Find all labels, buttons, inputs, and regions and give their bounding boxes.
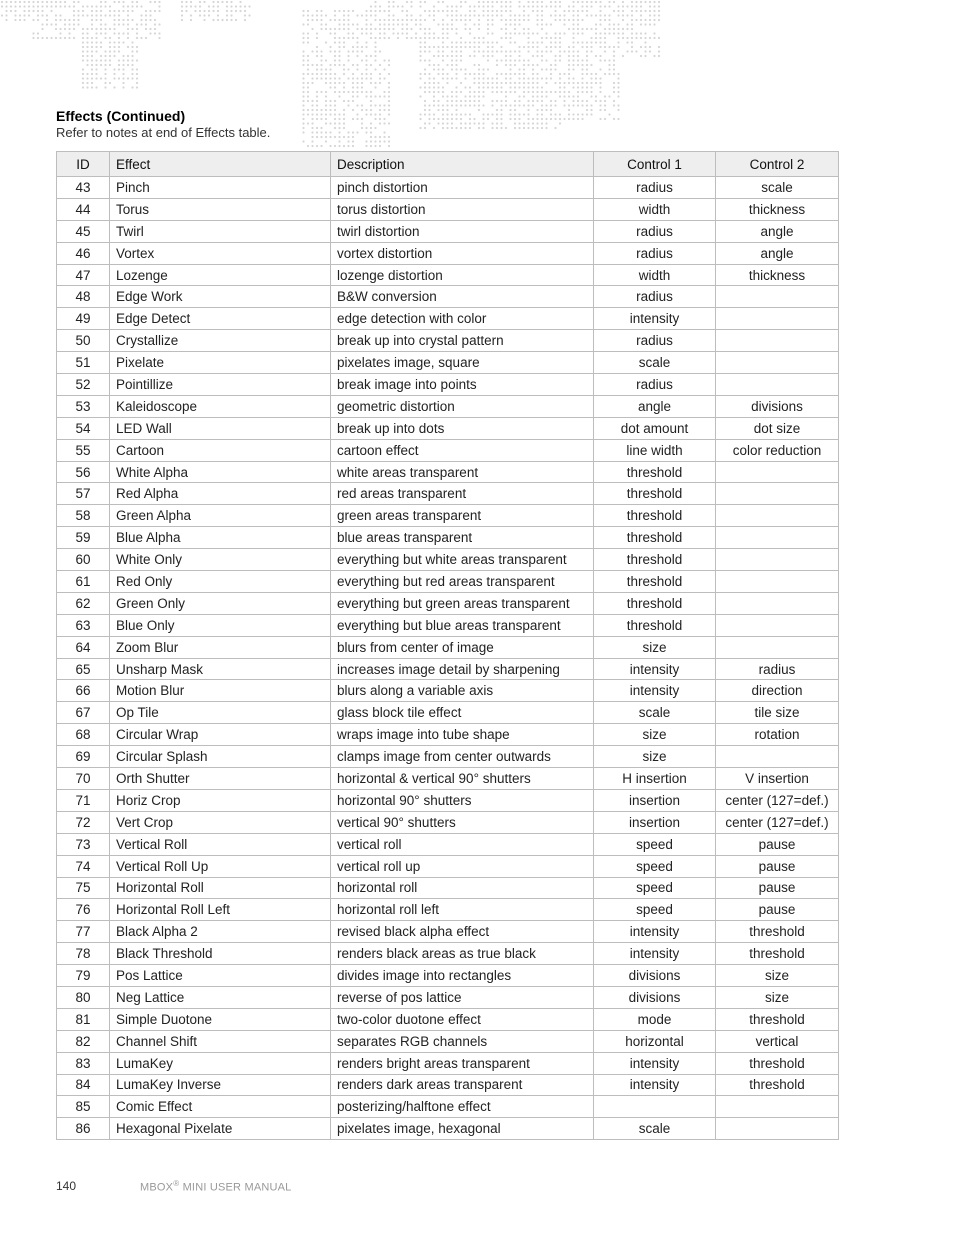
cell-effect: Channel Shift	[110, 1030, 331, 1052]
cell-id: 75	[57, 877, 110, 899]
cell-control-1: threshold	[594, 571, 716, 593]
cell-id: 44	[57, 198, 110, 220]
cell-description: divides image into rectangles	[331, 965, 594, 987]
cell-id: 68	[57, 724, 110, 746]
cell-description: everything but green areas transparent	[331, 592, 594, 614]
table-row	[57, 702, 839, 724]
cell-control-1: radius	[594, 242, 716, 264]
cell-id: 50	[57, 330, 110, 352]
table-row	[57, 811, 839, 833]
cell-control-2	[716, 636, 839, 658]
cell-control-2: threshold	[716, 1008, 839, 1030]
cell-description: blurs along a variable axis	[331, 680, 594, 702]
cell-id: 61	[57, 571, 110, 593]
cell-id: 69	[57, 746, 110, 768]
cell-control-1: speed	[594, 877, 716, 899]
cell-control-1: dot amount	[594, 417, 716, 439]
cell-control-1: threshold	[594, 614, 716, 636]
cell-description: everything but blue areas transparent	[331, 614, 594, 636]
cell-effect: Circular Wrap	[110, 724, 331, 746]
cell-id: 79	[57, 965, 110, 987]
cell-effect: Horizontal Roll	[110, 877, 331, 899]
cell-effect: Horiz Crop	[110, 789, 331, 811]
cell-description: clamps image from center outwards	[331, 746, 594, 768]
cell-effect: Green Only	[110, 592, 331, 614]
cell-control-1: scale	[594, 702, 716, 724]
cell-id: 86	[57, 1118, 110, 1140]
cell-id: 84	[57, 1074, 110, 1096]
cell-description: blurs from center of image	[331, 636, 594, 658]
cell-control-2	[716, 1118, 839, 1140]
cell-id: 82	[57, 1030, 110, 1052]
cell-control-2: pause	[716, 833, 839, 855]
cell-control-2: dot size	[716, 417, 839, 439]
cell-id: 66	[57, 680, 110, 702]
cell-control-2	[716, 352, 839, 374]
table-row	[57, 220, 839, 242]
cell-control-1: divisions	[594, 965, 716, 987]
table-row	[57, 1118, 839, 1140]
cell-id: 83	[57, 1052, 110, 1074]
cell-description: horizontal roll left	[331, 899, 594, 921]
cell-id: 76	[57, 899, 110, 921]
cell-control-2	[716, 308, 839, 330]
cell-effect: Zoom Blur	[110, 636, 331, 658]
table-row	[57, 724, 839, 746]
cell-description: blue areas transparent	[331, 527, 594, 549]
cell-description: vertical roll	[331, 833, 594, 855]
cell-effect: Neg Lattice	[110, 986, 331, 1008]
cell-effect: Pos Lattice	[110, 965, 331, 987]
cell-control-1: size	[594, 746, 716, 768]
table-row	[57, 417, 839, 439]
cell-description: glass block tile effect	[331, 702, 594, 724]
cell-effect: Cartoon	[110, 439, 331, 461]
cell-control-1: intensity	[594, 658, 716, 680]
table-row	[57, 1030, 839, 1052]
effects-section	[56, 107, 838, 1140]
cell-effect: Red Only	[110, 571, 331, 593]
table-row	[57, 286, 839, 308]
cell-id: 60	[57, 549, 110, 571]
cell-description: increases image detail by sharpening	[331, 658, 594, 680]
cell-description: horizontal roll	[331, 877, 594, 899]
cell-control-1: intensity	[594, 1052, 716, 1074]
cell-control-2: size	[716, 965, 839, 987]
table-row	[57, 308, 839, 330]
cell-id: 45	[57, 220, 110, 242]
cell-effect: Pointillize	[110, 374, 331, 396]
cell-description: two-color duotone effect	[331, 1008, 594, 1030]
cell-control-2	[716, 483, 839, 505]
cell-description: pixelates image, square	[331, 352, 594, 374]
cell-control-2: angle	[716, 242, 839, 264]
cell-description: revised black alpha effect	[331, 921, 594, 943]
cell-effect: Orth Shutter	[110, 768, 331, 790]
table-row	[57, 177, 839, 199]
cell-id: 78	[57, 943, 110, 965]
cell-effect: Pixelate	[110, 352, 331, 374]
cell-control-2: pause	[716, 899, 839, 921]
cell-effect: Vert Crop	[110, 811, 331, 833]
cell-description: horizontal & vertical 90° shutters	[331, 768, 594, 790]
cell-control-1: scale	[594, 1118, 716, 1140]
cell-control-2: angle	[716, 220, 839, 242]
cell-id: 64	[57, 636, 110, 658]
cell-description: renders black areas as true black	[331, 943, 594, 965]
table-row	[57, 768, 839, 790]
cell-control-2: size	[716, 986, 839, 1008]
cell-control-1: radius	[594, 177, 716, 199]
table-row	[57, 592, 839, 614]
cell-effect: LumaKey Inverse	[110, 1074, 331, 1096]
cell-description: everything but white areas transparent	[331, 549, 594, 571]
cell-id: 80	[57, 986, 110, 1008]
cell-id: 71	[57, 789, 110, 811]
cell-id: 55	[57, 439, 110, 461]
table-row	[57, 746, 839, 768]
cell-control-2: threshold	[716, 943, 839, 965]
cell-effect: Black Alpha 2	[110, 921, 331, 943]
cell-description: B&W conversion	[331, 286, 594, 308]
page-footer	[56, 1179, 292, 1194]
cell-control-1: width	[594, 198, 716, 220]
cell-control-2	[716, 527, 839, 549]
cell-description: edge detection with color	[331, 308, 594, 330]
manual-brand: MBOX	[140, 1181, 174, 1194]
manual-name: MINI USER MANUAL	[179, 1181, 292, 1194]
registered-mark: ®	[173, 1179, 180, 1188]
cell-control-2	[716, 614, 839, 636]
cell-control-2	[716, 592, 839, 614]
cell-description: white areas transparent	[331, 461, 594, 483]
cell-description: vertical roll up	[331, 855, 594, 877]
cell-effect: White Only	[110, 549, 331, 571]
cell-description: green areas transparent	[331, 505, 594, 527]
cell-id: 59	[57, 527, 110, 549]
cell-id: 73	[57, 833, 110, 855]
cell-control-2: vertical	[716, 1030, 839, 1052]
header-id: ID	[57, 152, 110, 177]
cell-description: reverse of pos lattice	[331, 986, 594, 1008]
cell-effect: White Alpha	[110, 461, 331, 483]
table-row	[57, 943, 839, 965]
cell-effect: Black Threshold	[110, 943, 331, 965]
cell-control-1: threshold	[594, 549, 716, 571]
header-description: Description	[331, 152, 594, 177]
cell-effect: Blue Only	[110, 614, 331, 636]
cell-id: 67	[57, 702, 110, 724]
cell-id: 56	[57, 461, 110, 483]
cell-description: torus distortion	[331, 198, 594, 220]
cell-control-2: pause	[716, 855, 839, 877]
cell-effect: Vertical Roll	[110, 833, 331, 855]
cell-control-1: threshold	[594, 505, 716, 527]
cell-control-2: threshold	[716, 1052, 839, 1074]
cell-control-1: threshold	[594, 592, 716, 614]
cell-id: 46	[57, 242, 110, 264]
cell-control-1: insertion	[594, 789, 716, 811]
cell-description: wraps image into tube shape	[331, 724, 594, 746]
cell-control-1: intensity	[594, 680, 716, 702]
cell-control-1: speed	[594, 833, 716, 855]
table-row	[57, 264, 839, 286]
cell-effect: Twirl	[110, 220, 331, 242]
table-row	[57, 395, 839, 417]
cell-description: vertical 90° shutters	[331, 811, 594, 833]
table-header-row	[57, 152, 839, 177]
cell-description: horizontal 90° shutters	[331, 789, 594, 811]
cell-effect: Op Tile	[110, 702, 331, 724]
table-row	[57, 330, 839, 352]
cell-description: separates RGB channels	[331, 1030, 594, 1052]
cell-effect: Pinch	[110, 177, 331, 199]
cell-control-2: V insertion	[716, 768, 839, 790]
table-row	[57, 833, 839, 855]
cell-control-1: threshold	[594, 461, 716, 483]
cell-effect: Red Alpha	[110, 483, 331, 505]
table-row	[57, 1008, 839, 1030]
cell-id: 53	[57, 395, 110, 417]
table-row	[57, 658, 839, 680]
table-row	[57, 636, 839, 658]
cell-control-2	[716, 746, 839, 768]
cell-control-1: divisions	[594, 986, 716, 1008]
table-row	[57, 439, 839, 461]
cell-id: 77	[57, 921, 110, 943]
cell-effect: Simple Duotone	[110, 1008, 331, 1030]
cell-effect: Hexagonal Pixelate	[110, 1118, 331, 1140]
page-number: 140	[56, 1179, 77, 1193]
cell-control-1: width	[594, 264, 716, 286]
cell-description: pixelates image, hexagonal	[331, 1118, 594, 1140]
cell-id: 47	[57, 264, 110, 286]
table-row	[57, 855, 839, 877]
cell-control-2: center (127=def.)	[716, 811, 839, 833]
cell-id: 72	[57, 811, 110, 833]
cell-control-2: thickness	[716, 198, 839, 220]
manual-title	[140, 1179, 292, 1194]
cell-effect: Torus	[110, 198, 331, 220]
section-title: Effects (Continued)	[56, 108, 186, 124]
cell-control-1: radius	[594, 330, 716, 352]
table-row	[57, 505, 839, 527]
cell-control-1: speed	[594, 855, 716, 877]
cell-effect: Motion Blur	[110, 680, 331, 702]
cell-effect: LED Wall	[110, 417, 331, 439]
cell-control-2: thickness	[716, 264, 839, 286]
cell-effect: Circular Splash	[110, 746, 331, 768]
cell-control-2: color reduction	[716, 439, 839, 461]
table-row	[57, 352, 839, 374]
cell-description: renders dark areas transparent	[331, 1074, 594, 1096]
cell-description: twirl distortion	[331, 220, 594, 242]
cell-control-2	[716, 549, 839, 571]
cell-control-2: rotation	[716, 724, 839, 746]
cell-id: 81	[57, 1008, 110, 1030]
cell-control-1: radius	[594, 286, 716, 308]
cell-id: 74	[57, 855, 110, 877]
table-row	[57, 483, 839, 505]
cell-control-1: H insertion	[594, 768, 716, 790]
cell-description: break image into points	[331, 374, 594, 396]
table-row	[57, 921, 839, 943]
cell-id: 54	[57, 417, 110, 439]
table-row	[57, 549, 839, 571]
table-row	[57, 877, 839, 899]
table-row	[57, 571, 839, 593]
cell-control-1: intensity	[594, 1074, 716, 1096]
table-row	[57, 986, 839, 1008]
cell-control-1: threshold	[594, 483, 716, 505]
table-row	[57, 965, 839, 987]
cell-id: 62	[57, 592, 110, 614]
cell-description: pinch distortion	[331, 177, 594, 199]
cell-control-1: mode	[594, 1008, 716, 1030]
cell-description: everything but red areas transparent	[331, 571, 594, 593]
cell-control-1: intensity	[594, 943, 716, 965]
cell-control-2: radius	[716, 658, 839, 680]
cell-control-2	[716, 505, 839, 527]
cell-control-2	[716, 571, 839, 593]
cell-effect: Vertical Roll Up	[110, 855, 331, 877]
effects-table	[56, 151, 839, 1140]
cell-control-1: insertion	[594, 811, 716, 833]
cell-control-2: pause	[716, 877, 839, 899]
cell-effect: Edge Work	[110, 286, 331, 308]
table-row	[57, 198, 839, 220]
cell-effect: Comic Effect	[110, 1096, 331, 1118]
cell-description: cartoon effect	[331, 439, 594, 461]
cell-control-1: intensity	[594, 308, 716, 330]
cell-id: 58	[57, 505, 110, 527]
cell-id: 48	[57, 286, 110, 308]
cell-control-2	[716, 330, 839, 352]
cell-control-2: center (127=def.)	[716, 789, 839, 811]
table-row	[57, 242, 839, 264]
table-row	[57, 1052, 839, 1074]
cell-description: lozenge distortion	[331, 264, 594, 286]
cell-description: vortex distortion	[331, 242, 594, 264]
cell-id: 51	[57, 352, 110, 374]
cell-control-2: divisions	[716, 395, 839, 417]
table-row	[57, 1074, 839, 1096]
cell-control-2	[716, 374, 839, 396]
cell-control-2: threshold	[716, 1074, 839, 1096]
cell-description: geometric distortion	[331, 395, 594, 417]
section-subtitle: Refer to notes at end of Effects table.	[56, 125, 271, 140]
cell-control-1: size	[594, 724, 716, 746]
cell-id: 52	[57, 374, 110, 396]
cell-id: 57	[57, 483, 110, 505]
cell-effect: Lozenge	[110, 264, 331, 286]
header-effect: Effect	[110, 152, 331, 177]
cell-control-1: radius	[594, 374, 716, 396]
table-row	[57, 614, 839, 636]
cell-control-2	[716, 286, 839, 308]
cell-control-1: threshold	[594, 527, 716, 549]
cell-effect: LumaKey	[110, 1052, 331, 1074]
table-row	[57, 374, 839, 396]
cell-effect: Edge Detect	[110, 308, 331, 330]
cell-control-1: speed	[594, 899, 716, 921]
cell-id: 43	[57, 177, 110, 199]
cell-control-1: horizontal	[594, 1030, 716, 1052]
table-row	[57, 680, 839, 702]
cell-effect: Kaleidoscope	[110, 395, 331, 417]
cell-description: posterizing/halftone effect	[331, 1096, 594, 1118]
table-row	[57, 461, 839, 483]
cell-id: 49	[57, 308, 110, 330]
cell-description: break up into crystal pattern	[331, 330, 594, 352]
cell-id: 65	[57, 658, 110, 680]
cell-id: 85	[57, 1096, 110, 1118]
table-row	[57, 789, 839, 811]
table-row	[57, 527, 839, 549]
header-control-2: Control 2	[716, 152, 839, 177]
cell-control-2: threshold	[716, 921, 839, 943]
cell-control-2	[716, 1096, 839, 1118]
cell-control-1: scale	[594, 352, 716, 374]
cell-control-2: direction	[716, 680, 839, 702]
cell-control-1: line width	[594, 439, 716, 461]
cell-effect: Horizontal Roll Left	[110, 899, 331, 921]
cell-control-2	[716, 461, 839, 483]
cell-description: break up into dots	[331, 417, 594, 439]
effects-table-body	[57, 177, 839, 1140]
cell-control-1: intensity	[594, 921, 716, 943]
cell-control-1	[594, 1096, 716, 1118]
cell-id: 70	[57, 768, 110, 790]
cell-control-2: scale	[716, 177, 839, 199]
cell-description: renders bright areas transparent	[331, 1052, 594, 1074]
cell-effect: Blue Alpha	[110, 527, 331, 549]
cell-effect: Crystallize	[110, 330, 331, 352]
cell-description: red areas transparent	[331, 483, 594, 505]
header-control-1: Control 1	[594, 152, 716, 177]
cell-control-1: angle	[594, 395, 716, 417]
cell-control-2: tile size	[716, 702, 839, 724]
cell-id: 63	[57, 614, 110, 636]
table-row	[57, 1096, 839, 1118]
table-row	[57, 899, 839, 921]
cell-effect: Vortex	[110, 242, 331, 264]
cell-control-1: size	[594, 636, 716, 658]
cell-effect: Green Alpha	[110, 505, 331, 527]
cell-control-1: radius	[594, 220, 716, 242]
cell-effect: Unsharp Mask	[110, 658, 331, 680]
